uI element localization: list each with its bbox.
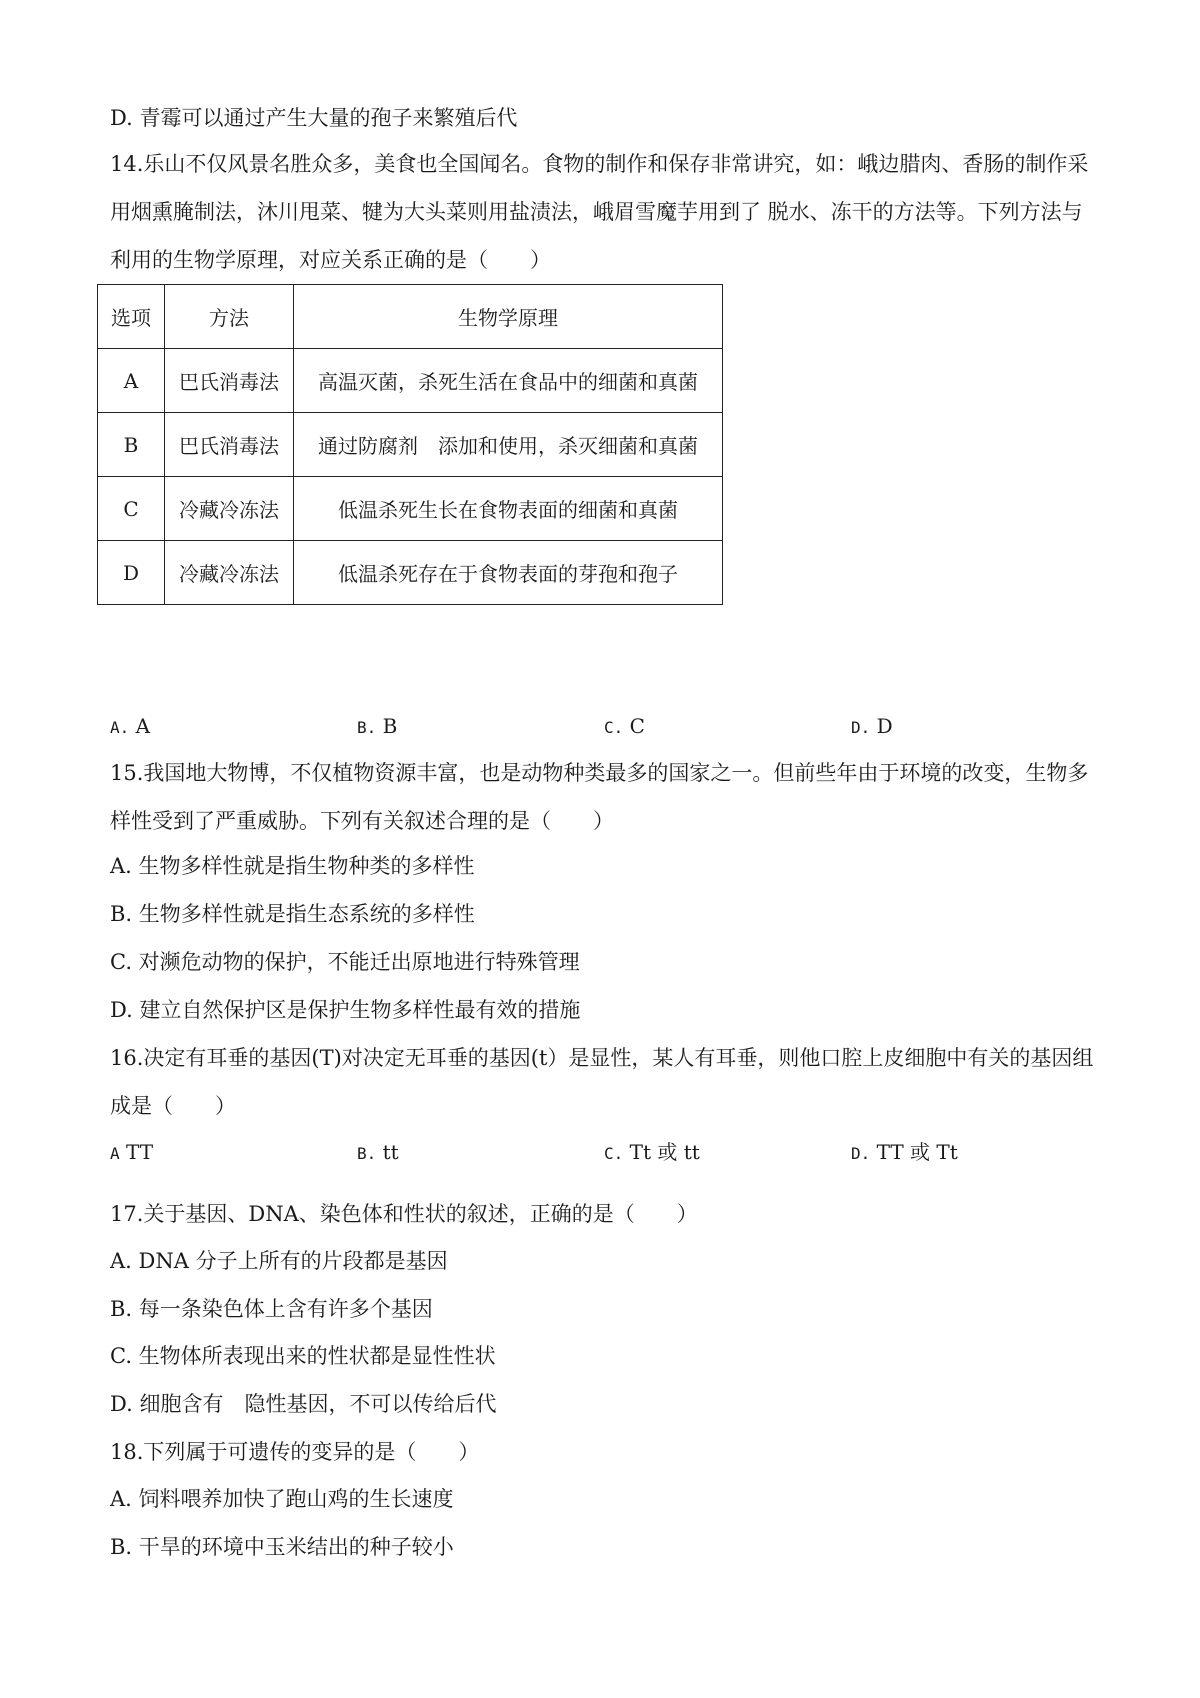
cell-method: 冷藏冷冻法 [165,541,294,605]
q15-option-c: C. 对濒危动物的保护，不能迁出原地进行特殊管理 [110,950,580,974]
cell-method: 巴氏消毒法 [165,413,294,477]
header-principle: 生物学原理 [294,285,723,349]
q14-option-c: C. C [604,714,645,738]
q14-option-b: B. B [357,714,398,738]
table-row [98,477,723,541]
table-row [98,349,723,413]
cell-method: 巴氏消毒法 [165,349,294,413]
q18-option-a: A. 饲料喂养加快了跑山鸡的生长速度 [110,1487,454,1511]
q17-option-a: A. DNA 分子上所有的片段都是基因 [110,1249,448,1273]
table-header-row [98,285,723,349]
q14-option-a: A. A [110,714,151,738]
cell-principle: 低温杀死生长在食物表面的细菌和真菌 [294,477,723,541]
q15-option-a: A. 生物多样性就是指生物种类的多样性 [110,854,475,878]
header-option: 选项 [98,285,165,349]
cell-principle: 通过防腐剂 添加和使用，杀灭细菌和真菌 [294,413,723,477]
q13-option-d: D. 青霉可以通过产生大量的孢子来繁殖后代 [110,106,518,130]
q16-stem: 16.决定有耳垂的基因(T)对决定无耳垂的基因(t）是显性，某人有耳垂，则他口腔上皮细胞中有关的基因组成是（ ） [110,1046,1094,1118]
q18-stem: 18.下列属于可遗传的变异的是（ ） [110,1440,480,1464]
q15-option-b: B. 生物多样性就是指生态系统的多样性 [110,902,475,926]
q16-option-d: D. TT 或 Tt [851,1140,958,1164]
cell-option: D [98,541,165,605]
table-row [98,413,723,477]
q18-option-b: B. 干旱的环境中玉米结出的种子较小 [110,1535,454,1559]
cell-option: A [98,349,165,413]
q15-option-d: D. 建立自然保护区是保护生物多样性最有效的措施 [110,998,581,1022]
q17-stem: 17.关于基因、DNA、染色体和性状的叙述，正确的是（ ） [110,1202,698,1226]
header-method: 方法 [165,285,294,349]
q16-option-b: B. tt [357,1140,399,1164]
q15-stem: 15.我国地大物博，不仅植物资源丰富，也是动物种类最多的国家之一。但前些年由于环境的改变，生物多样性受到了严重威胁。下列有关叙述合理的是（ ） [110,761,1089,833]
cell-option: B [98,413,165,477]
q14-stem: 14.乐山不仅风景名胜众多，美食也全国闻名。食物的制作和保存非常讲究，如：峨边腊肉、香肠的制作采用烟熏腌制法，沐川甩菜、犍为大头菜则用盐渍法，峨眉雪魔芋用到了 脱水、冻干的方法等。下列方法与利用的生物学原理，对应关系正确的是（ ） [110,152,1089,272]
cell-method: 冷藏冷冻法 [165,477,294,541]
q17-option-b: B. 每一条染色体上含有许多个基因 [110,1297,433,1321]
cell-principle: 低温杀死存在于食物表面的芽孢和孢子 [294,541,723,605]
q17-option-d: D. 细胞含有 隐性基因，不可以传给后代 [110,1392,497,1416]
q14-option-d: D. D [851,714,893,738]
q17-option-c: C. 生物体所表现出来的性状都是显性性状 [110,1344,496,1368]
cell-option: C [98,477,165,541]
q16-option-a: A TT [110,1140,154,1164]
cell-principle: 高温灭菌，杀死生活在食品中的细菌和真菌 [294,349,723,413]
q16-option-c: C. Tt 或 tt [604,1140,700,1164]
q14-table [97,284,723,605]
table-row [98,541,723,605]
